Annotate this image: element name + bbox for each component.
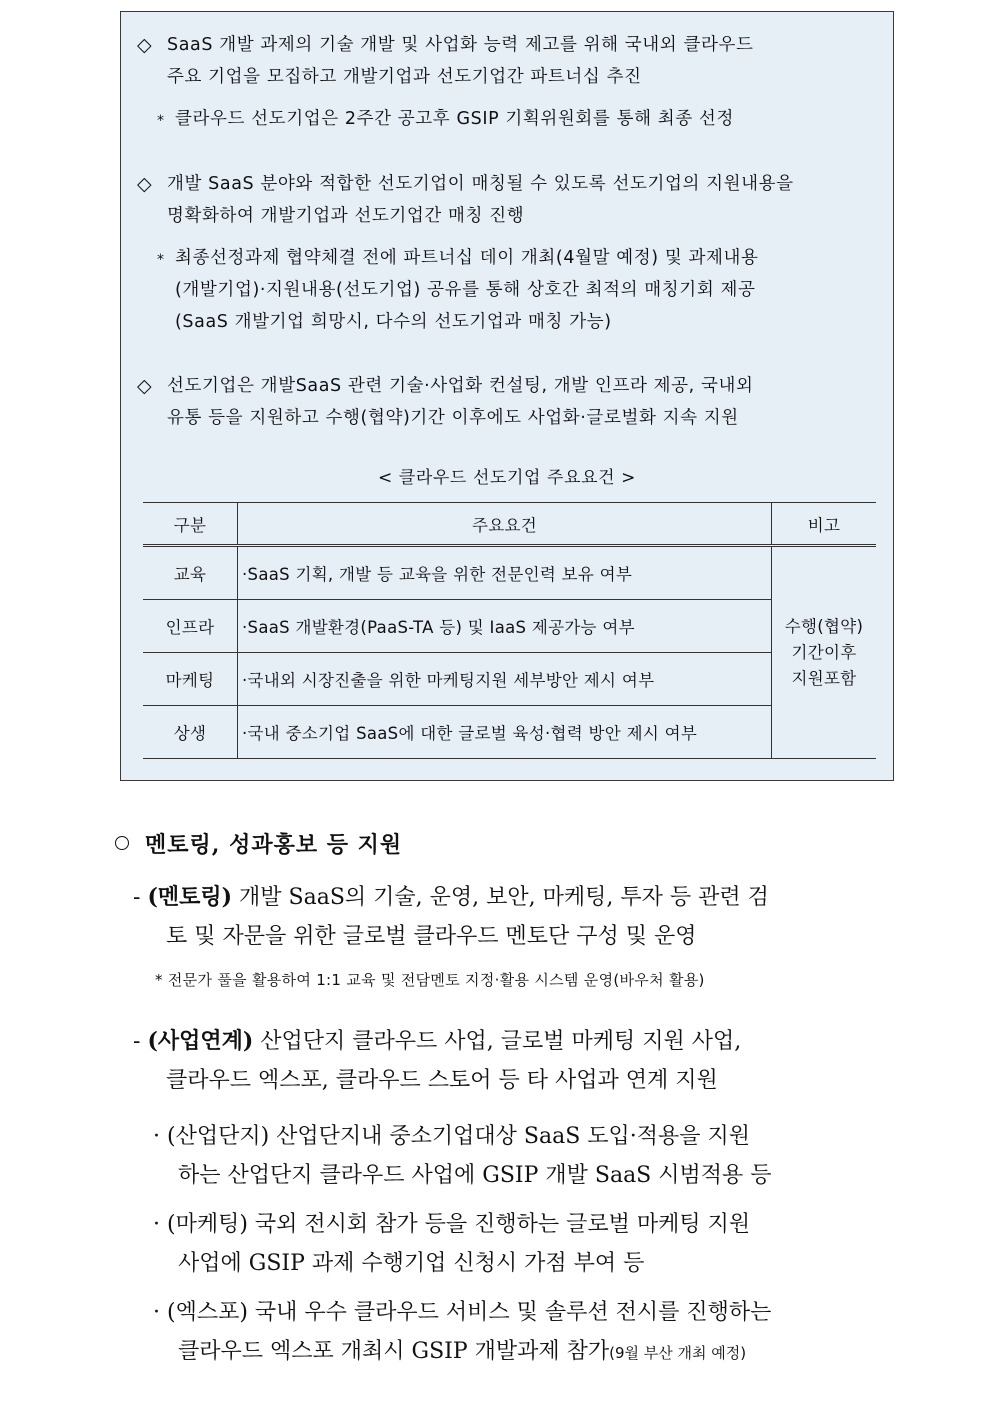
table-caption: < 클라우드 선도기업 주요요건 >	[378, 468, 636, 488]
sub-item-industrial-line1	[153, 1122, 750, 1152]
item2-note-line1: 최종선정과제 협약체결 전에 파트너십 데이 개최(4월말 예정) 및 과제내용	[175, 248, 759, 268]
item3-line2: 유통 등을 지원하고 수행(협약)기간 이후에도 사업화·글로벌화 지속 지원	[167, 408, 739, 428]
item1-note: 클라우드 선도기업은 2주간 공고후 GSIP 기획위원회를 통해 최종 선정	[175, 109, 734, 129]
item1-line2: 주요 기업을 모집하고 개발기업과 선도기업간 파트너십 추진	[167, 67, 642, 87]
dot-bullet: ·	[153, 1300, 160, 1325]
row-requirement: ·SaaS 개발환경(PaaS-TA 등) 및 IaaS 제공가능 여부	[238, 600, 772, 653]
row-requirement: ·SaaS 기획, 개발 등 교육을 위한 전문인력 보유 여부	[238, 546, 772, 600]
table-row	[143, 706, 876, 759]
dash-bullet: -	[133, 1029, 141, 1054]
note-asterisk: *	[157, 113, 164, 129]
item2-line2: 명확화하여 개발기업과 선도기업간 매칭 진행	[167, 206, 525, 226]
header-category: 구분	[143, 503, 238, 546]
mentoring-text1: 개발 SaaS의 기술, 운영, 보안, 마케팅, 투자 등 관련 검	[239, 885, 769, 910]
table-row	[143, 546, 876, 600]
diamond-bullet-icon: ◇	[137, 173, 152, 195]
mentoring-label: (멘토링)	[147, 884, 233, 910]
section-title-text: 멘토링, 성과홍보 등 지원	[145, 832, 403, 858]
row-requirement: ·국내 중소기업 SaaS에 대한 글로벌 육성·협력 방안 제시 여부	[238, 706, 772, 759]
mentoring-note-text: 전문가 풀을 활용하여 1:1 교육 및 전담멘토 지정·활용 시스템 운영(바우처 활용)	[167, 971, 705, 989]
item2-note-line3: (SaaS 개발기업 희망시, 다수의 선도기업과 매칭 가능)	[175, 312, 612, 332]
row-requirement: ·국내외 시장진출을 위한 마케팅지원 세부방안 제시 여부	[238, 653, 772, 706]
mentoring-line2: 토 및 자문을 위한 글로벌 클라우드 멘토단 구성 및 운영	[166, 924, 697, 949]
table-header-row	[143, 503, 876, 546]
diamond-bullet-icon: ◇	[137, 34, 152, 56]
mentoring-line1	[133, 882, 769, 913]
requirements-table	[143, 502, 876, 759]
circle-bullet-icon	[115, 836, 129, 850]
note-asterisk: *	[157, 252, 164, 268]
item3-line1: 선도기업은 개발SaaS 관련 기술·사업화 컨설팅, 개발 인프라 제공, 국내외	[167, 376, 754, 396]
dot-bullet: ·	[153, 1124, 160, 1149]
note-asterisk: *	[155, 971, 163, 989]
biz-text1: 산업단지 클라우드 사업, 글로벌 마케팅 지원 사업,	[260, 1029, 742, 1054]
sub-text: (마케팅) 국외 전시회 참가 등을 진행하는 글로벌 마케팅 지원	[167, 1212, 751, 1237]
row-category: 교육	[143, 546, 238, 600]
table-row	[143, 653, 876, 706]
section-title	[115, 831, 402, 859]
table-row	[143, 600, 876, 653]
sub-item-industrial-line2: 하는 산업단지 클라우드 사업에 GSIP 개발 SaaS 시범적용 등	[178, 1163, 772, 1188]
dash-bullet: -	[133, 885, 141, 910]
row-category: 인프라	[143, 600, 238, 653]
row-category: 마케팅	[143, 653, 238, 706]
diamond-bullet-icon: ◇	[137, 375, 152, 397]
sub-text-small: (9월 부산 개최 예정)	[609, 1344, 747, 1362]
header-note: 비고	[772, 503, 877, 546]
note-line: 기간이후	[791, 642, 857, 662]
sub-text: (엑스포) 국내 우수 클라우드 서비스 및 솔루션 전시를 진행하는	[167, 1300, 772, 1325]
mentoring-note	[155, 969, 705, 991]
sub-item-expo-line2	[178, 1337, 746, 1368]
note-line: 수행(협약)	[784, 616, 864, 636]
sub-item-expo-line1	[153, 1298, 771, 1328]
biz-label: (사업연계)	[147, 1028, 254, 1054]
item1-line1: SaaS 개발 과제의 기술 개발 및 사업화 능력 제고를 위해 국내외 클라우드	[167, 35, 754, 55]
row-category: 상생	[143, 706, 238, 759]
biz-line2: 클라우드 엑스포, 클라우드 스토어 등 타 사업과 연계 지원	[166, 1068, 718, 1093]
header-requirement: 주요요건	[238, 503, 772, 546]
sub-text: 클라우드 엑스포 개최시 GSIP 개발과제 참가	[178, 1339, 610, 1364]
note-line: 지원포함	[791, 668, 857, 688]
sub-item-marketing-line1	[153, 1210, 750, 1240]
sub-text: (산업단지) 산업단지내 중소기업대상 SaaS 도입·적용을 지원	[167, 1124, 751, 1149]
sub-item-marketing-line2: 사업에 GSIP 과제 수행기업 신청시 가점 부여 등	[178, 1251, 645, 1276]
item2-note-line2: (개발기업)·지원내용(선도기업) 공유를 통해 상호간 최적의 매칭기회 제공	[175, 280, 756, 300]
dot-bullet: ·	[153, 1212, 160, 1237]
leading-company-info-box	[120, 11, 894, 781]
biz-line1	[133, 1026, 741, 1057]
row-note	[772, 546, 877, 759]
item2-line1: 개발 SaaS 분야와 적합한 선도기업이 매칭될 수 있도록 선도기업의 지원내용을	[167, 174, 794, 194]
